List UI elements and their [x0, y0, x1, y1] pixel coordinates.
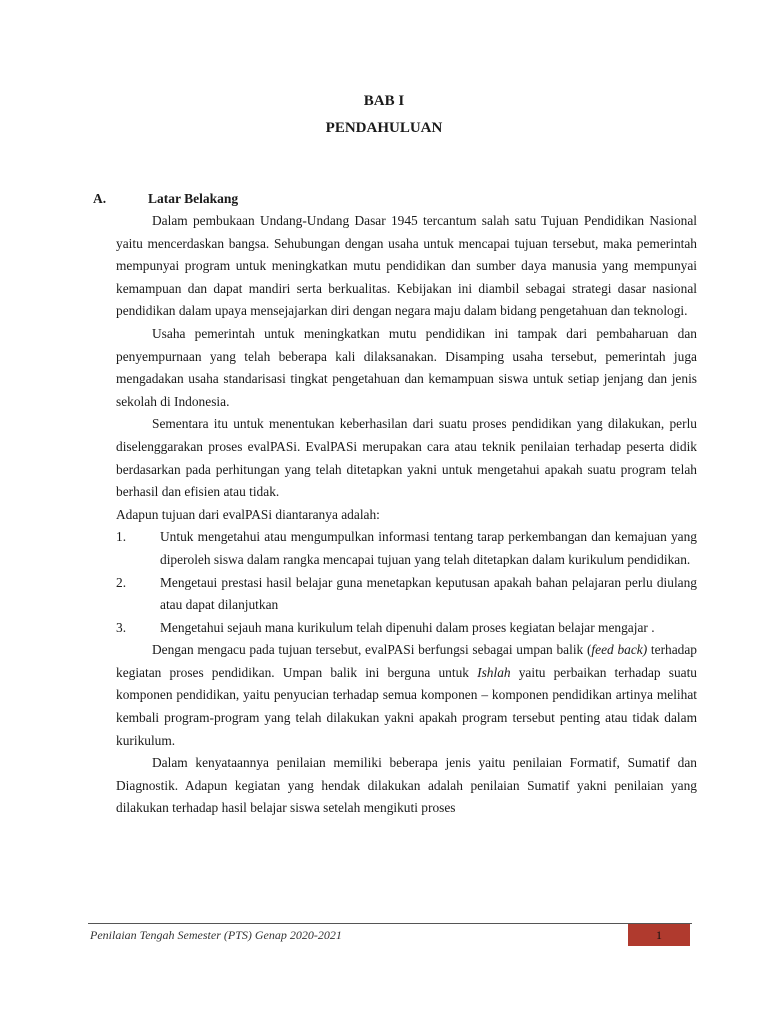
section-letter: A.: [93, 191, 107, 206]
p5-part-a: Dengan mengacu pada tujuan tersebut, evalPASi berfungsi sebagai umpan balik (: [152, 642, 592, 658]
paragraph-5: [116, 639, 697, 752]
list-item: [116, 572, 697, 617]
p5-em-ishlah: Ishlah: [477, 664, 511, 680]
list-text: Untuk mengetahui atau mengumpulkan informasi tentang tarap perkembangan dan kemajuan yang diperoleh siswa dalam rangka mencapai tujuan yang telah ditetapkan dalam kurikulum pendidikan.: [160, 529, 697, 567]
list-number: 1.: [116, 529, 127, 545]
section-title: Latar Belakang: [148, 191, 239, 206]
page-number: 1: [628, 924, 690, 946]
p5-em-feedback: feed back): [591, 642, 648, 658]
chapter-number: BAB I: [363, 93, 405, 109]
list-item: [116, 526, 697, 571]
paragraph-2: Usaha pemerintah untuk meningkatkan mutu pendidikan ini tampak dari pembaharuan dan penyempurnaan yang telah beberapa kali dilaksanakan. Disamping usaha tersebut, pemerintah juga mengadakan usaha standarisasi tingkat pengetahuan dan kemampuan siswa untuk setiap jenjang dan jenis sekolah di Indonesia.: [116, 325, 697, 409]
paragraph-3: Sementara itu untuk menentukan keberhasilan dari suatu proses pendidikan yang dilakukan, perlu diselenggarakan proses evalPASi. EvalPASi merupakan cara atau teknik penilaian terhadap peserta didik berdasarkan pada perhitungan yang telah ditetapkan yakni untuk mengetahui apakah suatu program telah berhasil dan efisien atau tidak.: [116, 416, 697, 500]
p5-part-b: terhadap kegiatan proses pendidikan. Umpan balik ini berguna untuk: [116, 642, 698, 680]
list-item: [116, 617, 697, 640]
body-text: [116, 210, 697, 820]
paragraph-1: Dalam pembukaan Undang-Undang Dasar 1945 tercantum salah satu Tujuan Pendidikan Nasional yaitu mencerdaskan bangsa. Sehubungan dengan usaha untuk mencapai tujuan tersebut, maka pemerintah mempunyai program untuk meningkatkan mutu pendidikan dan sumber daya manusia yang mempunyai kemampuan dan dapat mandiri serta berkualitas. Kebijakan ini diambil sebagai strategi dasar nasional pendidikan dalam upaya mensejajarkan diri dengan negara maju dalam bidang pengetahuan dan teknologi.: [116, 213, 697, 319]
list-text: Mengetaui prestasi hasil belajar guna menetapkan keputusan apakah bahan pelajaran perlu diulang atau dapat dilanjutkan: [160, 574, 697, 613]
objectives-list: [116, 526, 697, 639]
paragraph-4: Adapun tujuan dari evalPASi diantaranya adalah:: [116, 506, 380, 522]
paragraph-6: Dalam kenyataannya penilaian memiliki beberapa jenis yaitu penilaian Formatif, Sumatif dan Diagnostik. Adapun kegiatan yang hendak dilakukan adalah penilaian Sumatif yakni penilaian yang dilakukan terhadap hasil belajar siswa setelah mengikuti proses: [116, 755, 697, 816]
list-number: 2.: [116, 574, 127, 590]
list-text: Mengetahui sejauh mana kurikulum telah dipenuhi dalam proses kegiatan belajar mengajar .: [160, 619, 655, 635]
p5-part-c: yaitu perbaikan terhadap suatu komponen pendidikan, yaitu penyucian terhadap semua komponen – komponen pendidikan artinya melihat kembali program-program yang telah dilakukan yakni apakah program tersebut penting atau tidak dalam kurikulum.: [116, 664, 697, 748]
chapter-title: PENDAHULUAN: [325, 120, 443, 136]
list-number: 3.: [116, 619, 127, 635]
footer-text: Penilaian Tengah Semester (PTS) Genap 2020-2021: [90, 928, 342, 942]
section-heading: [93, 191, 238, 207]
footer-divider: [88, 923, 692, 924]
